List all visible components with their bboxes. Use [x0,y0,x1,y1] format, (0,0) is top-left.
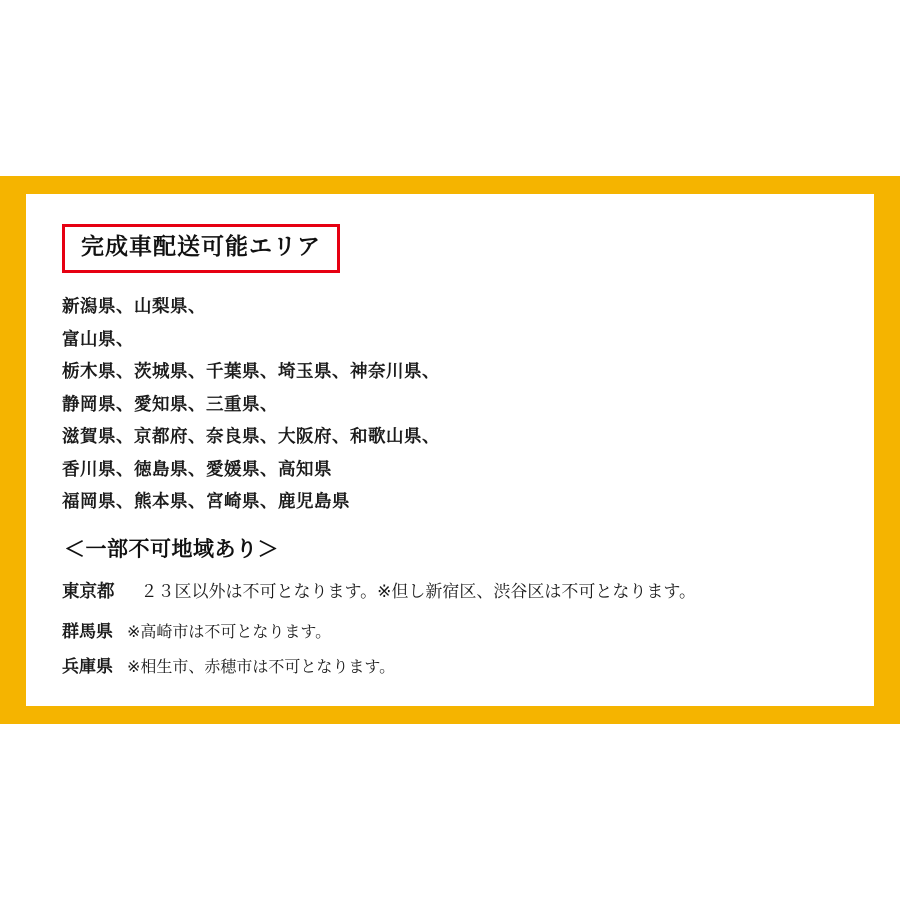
restriction-detail: ※相生市、赤穂市は不可となります。 [127,656,396,676]
restriction-detail: ※高崎市は不可となります。 [127,621,332,641]
restriction-row-gunma [62,617,838,642]
list-item: 栃木県、茨城県、千葉県、埼玉県、神奈川県、 [62,362,440,383]
page-title: 完成車配送可能エリア [81,234,321,260]
partial-restriction-heading: ＜一部不可地域あり＞ [64,536,279,561]
list-item: 滋賀県、京都府、奈良県、大阪府、和歌山県、 [62,427,440,448]
restriction-detail: ２３区以外は不可となります。※但し新宿区、渋谷区は不可となります。 [140,581,697,602]
list-item: 新潟県、山梨県、 [62,297,206,317]
list-item: 香川県、徳島県、愛媛県、高知県 [62,459,332,480]
list-item: 福岡県、熊本県、宮崎県、鹿児島県 [62,492,350,513]
restriction-prefecture: 群馬県 [62,621,113,642]
delivery-area-banner [0,176,900,724]
restriction-row-tokyo [62,577,838,603]
restriction-prefecture: 兵庫県 [62,656,113,677]
restriction-row-hyogo [62,652,838,677]
banner-inner-panel [26,194,874,706]
restriction-prefecture: 東京都 [62,581,115,602]
available-area-list [62,291,838,519]
list-item: 静岡県、愛知県、三重県、 [62,394,278,415]
page-title-box [62,224,340,273]
list-item: 富山県、 [62,329,134,350]
